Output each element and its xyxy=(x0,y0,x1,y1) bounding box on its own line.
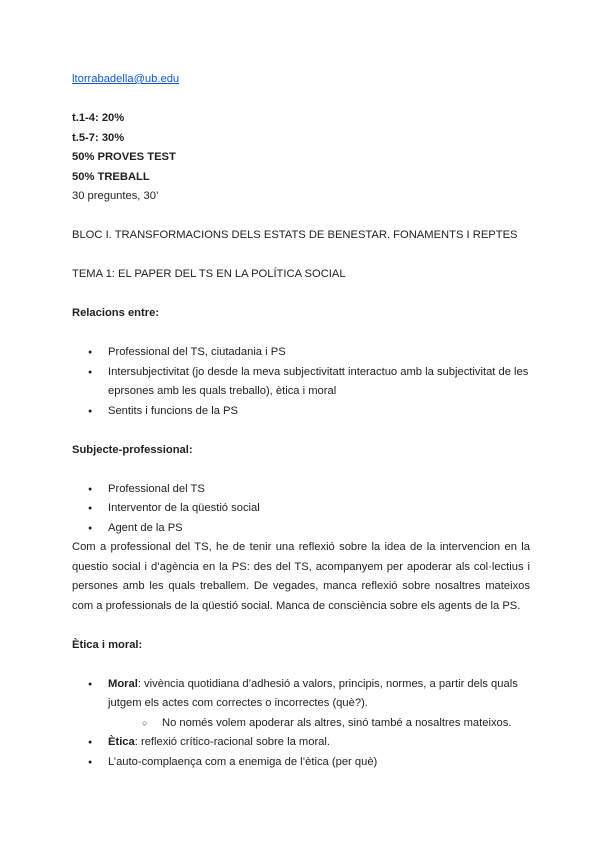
subjecte-list xyxy=(72,480,530,539)
grading-line-4: 50% TREBALL xyxy=(72,170,150,183)
moral-definition: : vivència quotidiana d’adhesió a valors, principis, normes, a partir dels quals jutgem els actes com correctes o incorrectes (què?). xyxy=(108,677,518,709)
document-page xyxy=(72,70,530,772)
spacer xyxy=(72,655,530,675)
list-item: ● Intersubjectivitat (jo desde la meva subjectivitatt interactuo amb la subjectivitat de les eprsones amb les quals treballo), ètica i moral xyxy=(72,363,530,402)
list-item: ● Interventor de la qüestió social xyxy=(72,499,530,519)
bloc-title: BLOC I. TRANSFORMACIONS DELS ESTATS DE BENESTAR. FONAMENTS I REPTES xyxy=(72,229,518,241)
grading-line-3: 50% PROVES TEST xyxy=(72,151,176,163)
spacer xyxy=(72,421,530,441)
spacer xyxy=(72,285,530,305)
grading-line-2: t.5-7: 30% xyxy=(72,131,125,144)
list-item-etica xyxy=(72,733,530,753)
list-item: ● Professional del TS xyxy=(72,480,530,500)
moral-term: Moral xyxy=(108,677,138,690)
tema-title: TEMA 1: EL PAPER DEL TS EN LA POLÍTICA SOCIAL xyxy=(72,268,346,280)
spacer xyxy=(72,616,530,636)
list-item: ● Professional del TS, ciutadania i PS xyxy=(72,343,530,363)
etica-term: Ètica xyxy=(108,736,135,748)
relacions-list xyxy=(72,343,530,421)
list-item: ● Sentits i funcions de la PS xyxy=(72,402,530,422)
subjecte-heading: Subjecte-professional: xyxy=(72,443,193,456)
spacer xyxy=(72,324,530,344)
relacions-heading: Relacions entre: xyxy=(72,307,160,319)
spacer xyxy=(72,460,530,480)
grading-line-1: t.1-4: 20% xyxy=(72,112,125,124)
spacer xyxy=(72,207,530,227)
spacer xyxy=(72,90,530,110)
list-item: ● L’auto-complaença com a enemiga de l’ètica (per què) xyxy=(72,753,530,773)
etica-definition: : reflexió crítico-racional sobre la moral. xyxy=(134,736,330,748)
sub-list-item: ○ No només volem apoderar als altres, sinó també a nosaltres mateixos. xyxy=(72,714,530,734)
list-item: ● Agent de la PS xyxy=(72,519,530,539)
spacer xyxy=(72,246,530,266)
etica-list xyxy=(72,675,530,773)
list-item-moral xyxy=(72,675,530,714)
etica-heading: Ètica i moral: xyxy=(72,638,143,651)
exam-format-line: 30 preguntes, 30’ xyxy=(72,190,159,202)
subjecte-paragraph: Com a professional del TS, he de tenir una reflexió sobre la idea de la intervencion en la questio social i d’agència en la PS: des del TS, acompanyem per apoderar als col·lectius i persones amb les quals treballem. De vegades, manca reflexió sobre nosaltres mateixos com a professionals de la qüestió social. Manca de consciència sobre els agents de la PS. xyxy=(72,541,530,612)
email-link[interactable]: ltorrabadella@ub.edu xyxy=(72,73,180,85)
email-link-line xyxy=(72,70,530,90)
